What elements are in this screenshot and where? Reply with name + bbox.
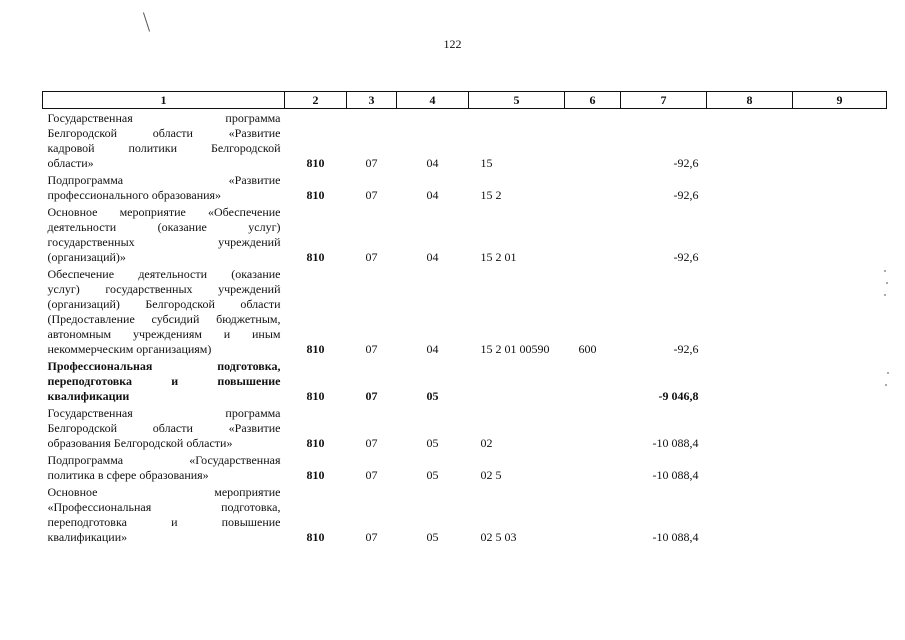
section-code-cell: 07 [365, 250, 378, 264]
subsection-code-cell: 04 [426, 342, 439, 356]
column-8-cell [707, 357, 793, 404]
section-code-cell: 07 [365, 188, 378, 202]
header-cell: 6 [565, 92, 621, 109]
column-8-cell [707, 171, 793, 203]
pen-mark [143, 12, 150, 31]
budget-table [42, 91, 887, 545]
section-code-cell: 07 [365, 156, 378, 170]
expense-type-cell [565, 109, 621, 172]
column-8-cell [707, 109, 793, 172]
item-name-line: области» [47, 156, 94, 170]
section-code-cell: 07 [365, 342, 378, 356]
item-name-line: Белгородской области «Развитие [47, 421, 281, 435]
item-name-line: Обеспечение деятельности (оказание [47, 267, 281, 281]
target-article-cell: 02 5 03 [480, 530, 517, 544]
page-number: 122 [443, 37, 462, 51]
table-row [43, 171, 887, 203]
header-row [43, 92, 887, 109]
column-8-cell [707, 203, 793, 265]
column-9-cell [793, 265, 887, 357]
item-name-line: Основное мероприятие [47, 485, 281, 499]
item-name-line: переподготовка и повышение [47, 374, 281, 388]
ministry-code-cell: 810 [306, 188, 325, 202]
item-name-line: образования Белгородской области» [47, 436, 233, 450]
subsection-code-cell: 04 [426, 188, 439, 202]
item-name-line: переподготовка и повышение [47, 515, 281, 529]
item-name-line: профессионального образования» [47, 188, 222, 202]
amount-cell: -92,6 [673, 156, 699, 170]
expense-type-cell [565, 404, 621, 451]
item-name-line: (организаций)» [47, 250, 126, 264]
item-name-line: Государственная программа [47, 111, 281, 125]
item-name-line: Подпрограмма «Государственная [47, 453, 281, 467]
header-cell: 3 [347, 92, 397, 109]
column-9-cell [793, 451, 887, 483]
item-name-line: Подпрограмма «Развитие [47, 173, 281, 187]
table-row [43, 451, 887, 483]
column-9-cell [793, 171, 887, 203]
target-article-cell: 15 2 01 00590 [480, 342, 550, 356]
item-name-cell [43, 203, 285, 265]
table-row [43, 265, 887, 357]
column-9-cell [793, 109, 887, 172]
header-cell: 2 [285, 92, 347, 109]
table-row [43, 357, 887, 404]
item-name-cell [43, 357, 285, 404]
target-article-cell: 02 5 [480, 468, 502, 482]
item-name-line: Основное мероприятие «Обеспечение [47, 205, 281, 219]
target-article-cell: 15 2 [480, 188, 502, 202]
table-row [43, 483, 887, 545]
expense-type-cell: 600 [578, 342, 597, 356]
table-row [43, 109, 887, 172]
amount-cell: -92,6 [673, 188, 699, 202]
expense-type-cell [565, 171, 621, 203]
expense-type-cell [565, 357, 621, 404]
item-name-line: Профессиональная подготовка, [47, 359, 281, 373]
item-name-cell [43, 451, 285, 483]
column-8-cell [707, 451, 793, 483]
target-article-cell: 15 [480, 156, 493, 170]
subsection-code-cell: 05 [426, 436, 439, 450]
item-name-cell [43, 171, 285, 203]
expense-type-cell [565, 483, 621, 545]
amount-cell: -92,6 [673, 250, 699, 264]
header-cell: 5 [469, 92, 565, 109]
ministry-code-cell: 810 [306, 342, 325, 356]
target-article-cell: 15 2 01 [480, 250, 517, 264]
header-cell: 8 [707, 92, 793, 109]
scan-speck [887, 372, 889, 374]
header-cell: 4 [397, 92, 469, 109]
subsection-code-cell: 04 [426, 250, 439, 264]
section-code-cell: 07 [365, 530, 378, 544]
subsection-code-cell: 05 [426, 468, 439, 482]
target-article-cell [469, 357, 565, 404]
item-name-line: услуг) государственных учреждений [47, 282, 281, 296]
item-name-line: квалификации [47, 389, 130, 403]
ministry-code-cell: 810 [306, 250, 325, 264]
item-name-line: «Профессиональная подготовка, [47, 500, 281, 514]
expense-type-cell [565, 451, 621, 483]
column-9-cell [793, 357, 887, 404]
subsection-code-cell: 05 [426, 389, 439, 403]
header-cell: 9 [793, 92, 887, 109]
item-name-line: деятельности (оказание услуг) [47, 220, 281, 234]
item-name-line: квалификации» [47, 530, 128, 544]
ministry-code-cell: 810 [306, 530, 325, 544]
item-name-line: политика в сфере образования» [47, 468, 209, 482]
header-cell: 7 [621, 92, 707, 109]
item-name-line: государственных учреждений [47, 235, 281, 249]
column-9-cell [793, 404, 887, 451]
section-code-cell: 07 [365, 389, 378, 403]
column-8-cell [707, 265, 793, 357]
item-name-line: автономным учреждениям и иным [47, 327, 281, 341]
item-name-line: Белгородской области «Развитие [47, 126, 281, 140]
amount-cell: -9 046,8 [658, 389, 699, 403]
item-name-cell [43, 483, 285, 545]
item-name-line: кадровой политики Белгородской [47, 141, 281, 155]
subsection-code-cell: 05 [426, 530, 439, 544]
item-name-cell [43, 404, 285, 451]
section-code-cell: 07 [365, 436, 378, 450]
section-code-cell: 07 [365, 468, 378, 482]
column-9-cell [793, 483, 887, 545]
amount-cell: -10 088,4 [652, 530, 699, 544]
item-name-line: (организаций) Белгородской области [47, 297, 281, 311]
item-name-line: некоммерческим организациям) [47, 342, 212, 356]
amount-cell: -10 088,4 [652, 436, 699, 450]
column-8-cell [707, 404, 793, 451]
amount-cell: -92,6 [673, 342, 699, 356]
subsection-code-cell: 04 [426, 156, 439, 170]
ministry-code-cell: 810 [306, 156, 325, 170]
ministry-code-cell: 810 [306, 436, 325, 450]
ministry-code-cell: 810 [306, 389, 325, 403]
item-name-line: Государственная программа [47, 406, 281, 420]
ministry-code-cell: 810 [306, 468, 325, 482]
amount-cell: -10 088,4 [652, 468, 699, 482]
table-row [43, 404, 887, 451]
column-9-cell [793, 203, 887, 265]
item-name-cell [43, 109, 285, 172]
expense-type-cell [565, 203, 621, 265]
column-8-cell [707, 483, 793, 545]
item-name-cell [43, 265, 285, 357]
item-name-line: (Предоставление субсидий бюджетным, [47, 312, 281, 326]
target-article-cell: 02 [480, 436, 493, 450]
table-row [43, 203, 887, 265]
header-cell: 1 [43, 92, 285, 109]
